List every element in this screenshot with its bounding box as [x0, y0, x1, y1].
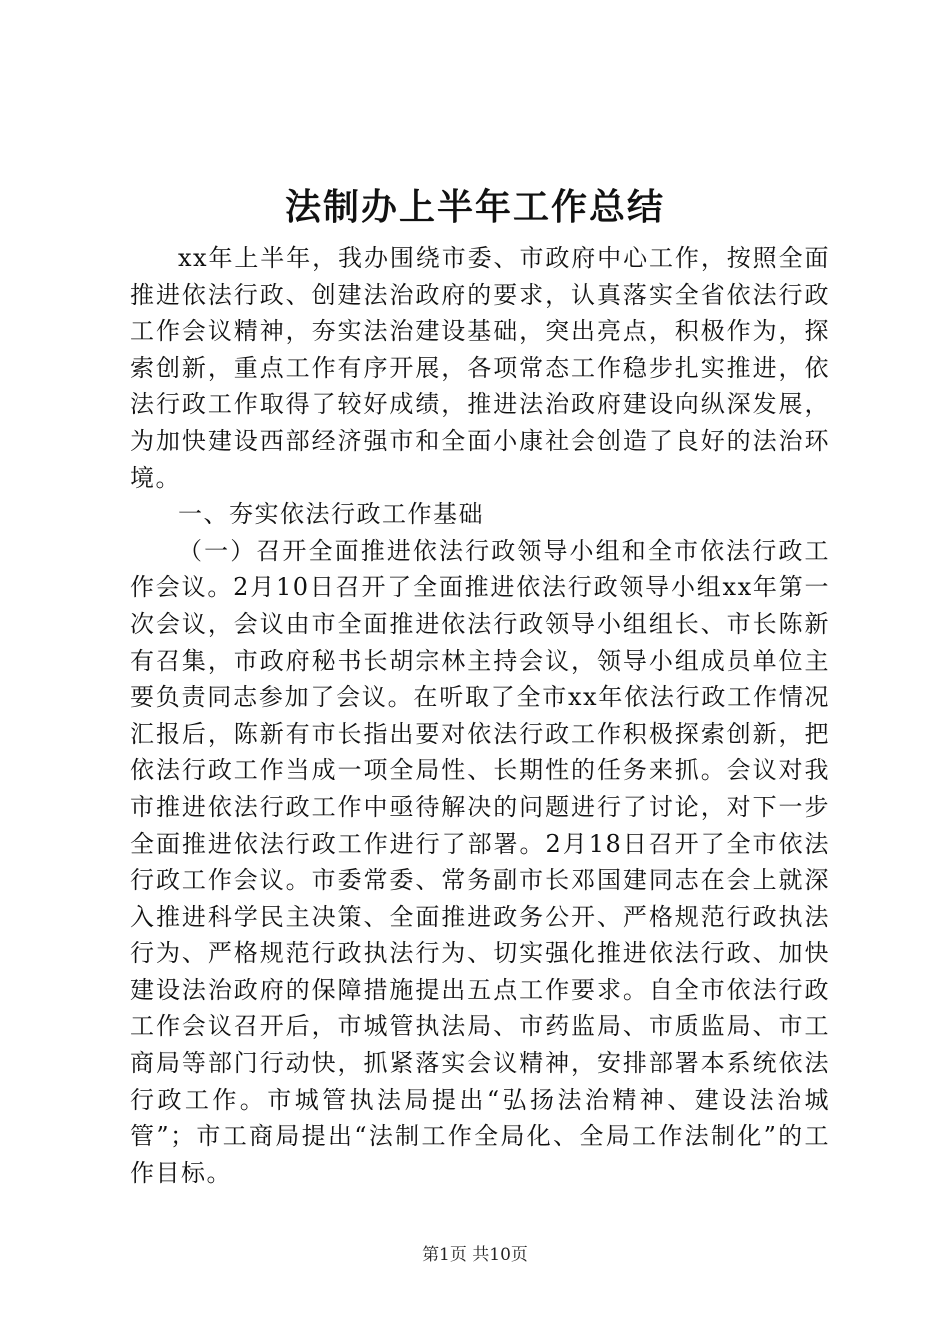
- document-title: 法制办上半年工作总结: [284, 186, 665, 228]
- subsection-paragraph: （一）召开全面推进依法行政领导小组和全市依法行政工作会议。2月10日召开了全面推进依法行政领导小组xx年第一次会议，会议由市全面推进依法行政领导小组组长、市长陈新有召集，市政府秘书长胡宗林主持会议，领导小组成员单位主要负责同志参加了会议。在听取了全市xx年依法行政工作情况汇报后，陈新有市长指出要对依法行政工作积极探索创新，把依法行政工作当成一项全局性、长期性的任务来抓。会议对我市推进依法行政工作中亟待解决的问题进行了讨论，对下一步全面推进依法行政工作进行了部署。2月18日召开了全市依法行政工作会议。市委常委、常务副市长邓国建同志在会上就深入推进科学民主决策、全面推进政务公开、严格规范行政执法行为、严格规范行政执法行为、切实强化推进依法行政、加快建设法治政府的保障措施提出五点工作要求。自全市依法行政工作会议召开后，市城管执法局、市药监局、市质监局、市工商局等部门行动快，抓紧落实会议精神，安排部署本系统依法行政工作。市城管执法局提出“弘扬法治精神、建设法治城管”；市工商局提出“法制工作全局化、全局工作法制化”的工作目标。: [130, 536, 830, 1187]
- page-number-footer: 第1页 共10页: [422, 1245, 528, 1265]
- subsection-paragraph: [130, 1191, 830, 1193]
- section-heading: 一、夯实依法行政工作基础: [178, 500, 484, 529]
- document-body: [130, 240, 830, 1193]
- intro-paragraph: xx年上半年，我办围绕市委、市政府中心工作，按照全面推进依法行政、创建法治政府的要求，认真落实全省依法行政工作会议精神，夯实法治建设基础，突出亮点，积极作为，探索创新，重点工作有序开展，各项常态工作稳步扎实推进，依法行政工作取得了较好成绩，推进法治政府建设向纵深发展，为加快建设西部经济强市和全面小康社会创造了良好的法治环境。: [130, 244, 830, 492]
